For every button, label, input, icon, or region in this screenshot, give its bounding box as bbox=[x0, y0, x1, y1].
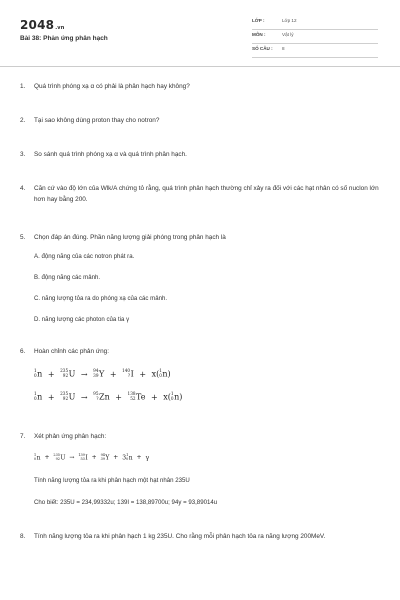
site-logo[interactable]: 2048.vn bbox=[20, 18, 65, 32]
question-number: 7. bbox=[20, 433, 26, 440]
question-number: 5. bbox=[20, 234, 26, 241]
fission-equation: 1 0 n + 235 92 U → 139 53 I + 94 39 Y + 3 1 0 n + γ bbox=[34, 453, 150, 462]
header-divider bbox=[0, 66, 400, 67]
meta-subject-label: MÔN : bbox=[252, 32, 266, 37]
q7-instruction: Tính năng lượng tỏa ra khi phân hạch một hạt nhân 235U bbox=[34, 477, 190, 484]
question-text: Hoàn chỉnh các phản ứng: bbox=[34, 348, 109, 355]
question-text: Căn cứ vào độ lớn của Wlk/A chứng tỏ rằng, quá trình phân hạch thường chỉ xảy ra đối với các hạt nhân có số nuclon lớn hơn hay bằng 200. bbox=[34, 185, 379, 203]
uranium-nuclide: 235 92 bbox=[60, 368, 69, 378]
meta-class-label: LỚP : bbox=[252, 18, 265, 23]
neutron-nuclide: 1 0 bbox=[159, 368, 162, 378]
question-text: So sánh quá trình phóng xạ α và quá trình phân hạch. bbox=[34, 151, 187, 158]
meta-class-row bbox=[252, 16, 378, 30]
neutron-nuclide: 1 0 bbox=[34, 391, 37, 401]
question-text: Xét phản ứng phân hạch: bbox=[34, 433, 107, 440]
iodine-nuclide: 139 53 bbox=[78, 453, 85, 461]
question-number: 6. bbox=[20, 348, 26, 355]
question-text: Chọn đáp án đúng. Phần năng lượng giải phóng trong phân hạch là bbox=[34, 234, 226, 241]
neutron-nuclide: 1 0 bbox=[34, 453, 37, 461]
question-text: Tại sao không dùng proton thay cho notron? bbox=[34, 117, 160, 124]
question-number: 8. bbox=[20, 533, 26, 540]
lesson-title: Bài 38: Phản ứng phân hạch bbox=[20, 35, 108, 42]
iodine-nuclide: 140 ? bbox=[122, 368, 131, 378]
option-a: A. động năng của các notron phát ra. bbox=[34, 253, 135, 260]
page-header bbox=[0, 0, 400, 66]
meta-count-label: SỐ CÂU : bbox=[252, 46, 273, 51]
question-number: 4. bbox=[20, 185, 26, 192]
yttrium-nuclide: 94 39 bbox=[100, 453, 105, 461]
meta-class-value: Lớp 12 bbox=[282, 18, 297, 23]
neutron-nuclide: 1 0 bbox=[170, 391, 174, 401]
neutron-nuclide: 1 0 bbox=[34, 368, 37, 378]
meta-subject-row bbox=[252, 30, 378, 44]
question-text: Quá trình phóng xạ α có phải là phân hạch hay không? bbox=[34, 83, 190, 90]
question-number: 2. bbox=[20, 117, 26, 124]
meta-count-value: 8 bbox=[282, 46, 285, 51]
uranium-nuclide: 235 92 bbox=[53, 453, 60, 461]
yttrium-nuclide: 94 39 bbox=[93, 368, 99, 378]
reaction-equation-2: 1 0 n + 235 92 U → 95 ? Zn + 138 52 Te + x( 1 0 n) bbox=[34, 391, 183, 402]
uranium-nuclide: 235 92 bbox=[60, 391, 69, 401]
meta-subject-value: Vật lý bbox=[282, 32, 294, 37]
option-b: B. động năng các mảnh. bbox=[34, 274, 101, 281]
meta-info bbox=[252, 16, 378, 58]
tellurium-nuclide: 138 52 bbox=[127, 391, 136, 401]
zinc-nuclide: 95 ? bbox=[93, 391, 99, 401]
option-c: C. năng lượng tỏa ra do phóng xạ của các mảnh. bbox=[34, 295, 168, 302]
question-number: 3. bbox=[20, 151, 26, 158]
option-d: D. năng lượng các photon của tia γ bbox=[34, 316, 130, 323]
reaction-equation-1: 1 0 n + 235 92 U → 94 39 Y + 140 ? I + x( 1 0 n) bbox=[34, 368, 171, 379]
neutron-nuclide: 1 0 bbox=[126, 453, 129, 461]
q7-given-data: Cho biết: 235U = 234,99332u; 139I = 138,89700u; 94y = 93,89014u bbox=[34, 499, 218, 506]
meta-count-row bbox=[252, 44, 378, 58]
question-number: 1. bbox=[20, 83, 26, 90]
question-text: Tính năng lượng tỏa ra khi phân hạch 1 kg 235U. Cho rằng mỗi phân hạch tỏa ra năng lượng 200MeV. bbox=[34, 533, 326, 540]
